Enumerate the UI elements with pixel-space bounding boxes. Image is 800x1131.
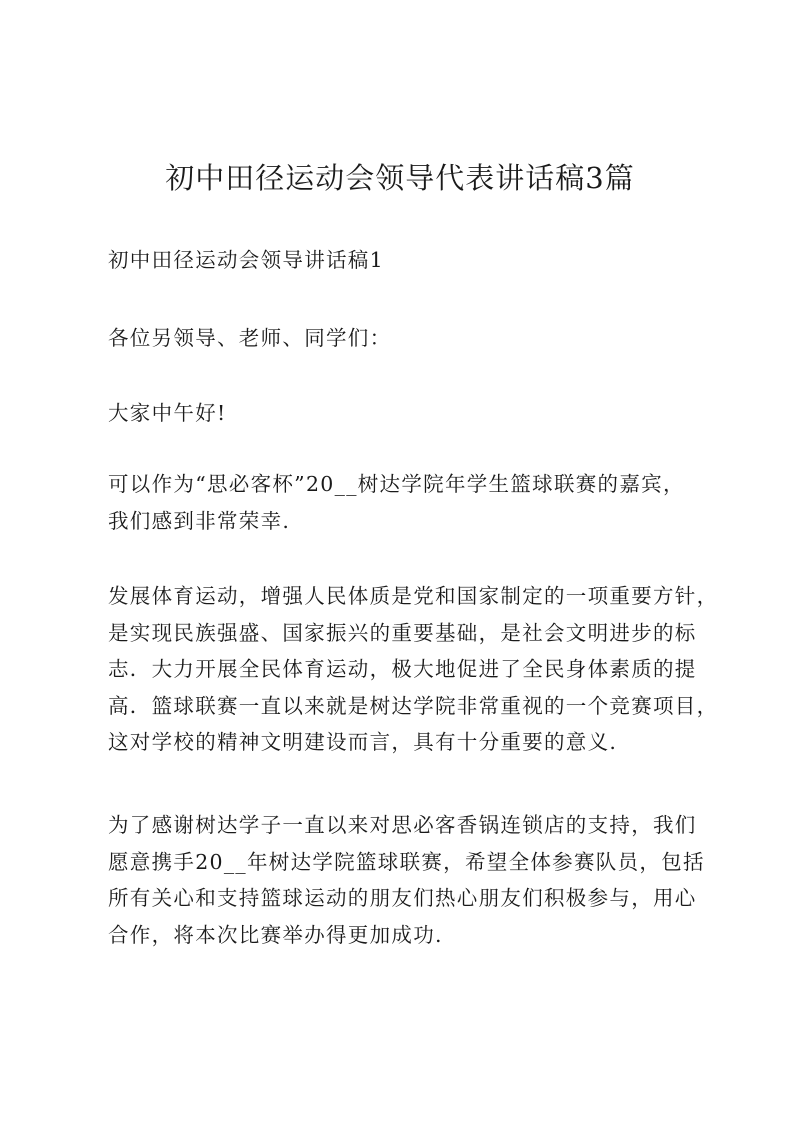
paragraph-1	[108, 466, 708, 539]
speech-subtitle: 初中田径运动会领导讲话稿1	[108, 248, 384, 272]
paragraph-line: 志．大力开展全民体育运动，极大地促进了全民身体素质的提	[108, 657, 697, 681]
paragraph-line: 为了感谢树达学子一直以来对思必客香锅连锁店的支持，我们	[108, 813, 697, 837]
greeting: 大家中午好!	[108, 401, 227, 425]
paragraph-line: 这对学校的精神文明建设而言，具有十分重要的意义.	[108, 730, 618, 754]
paragraph-line: 高．篮球联赛一直以来就是树达学院非常重视的一个竞赛项目，	[108, 693, 719, 718]
paragraph-line: 愿意携手20__年树达学院篮球联赛，希望全体参赛队员，包括	[108, 849, 705, 874]
paragraph-line: 可以作为“思必客杯”20__树达学院年学生篮球联赛的嘉宾，	[108, 472, 685, 496]
paragraph-3	[108, 807, 708, 953]
paragraph-line: 发展体育运动，增强人民体质是党和国家制定的一项重要方针，	[108, 584, 719, 608]
paragraph-line: 是实现民族强盛、国家振兴的重要基础，是社会文明进步的标	[108, 620, 697, 645]
paragraph-line: 我们感到非常荣幸.	[108, 508, 291, 533]
paragraph-2	[108, 578, 719, 761]
paragraph-line: 所有关心和支持篮球运动的朋友们热心朋友们积极参与，用心	[108, 886, 697, 910]
document-title: 初中田径运动会领导代表讲话稿3篇	[165, 161, 635, 195]
paragraph-line: 合作，将本次比赛举办得更加成功.	[108, 922, 443, 947]
salutation: 各位另领导、老师、同学们：	[108, 326, 392, 350]
